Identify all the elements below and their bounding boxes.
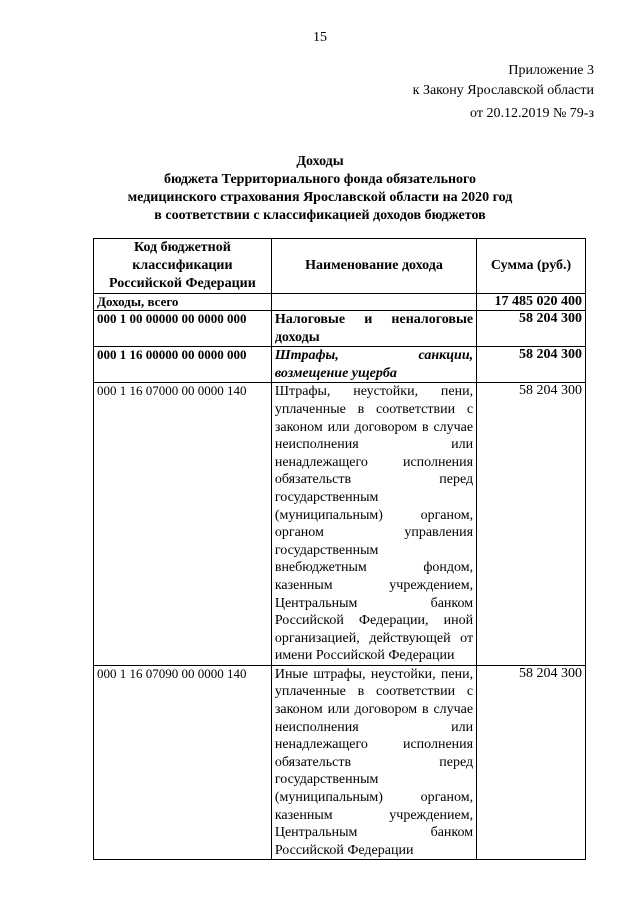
row-amount: 58 204 300 bbox=[477, 311, 586, 347]
row-code: 000 1 16 00000 00 0000 000 bbox=[94, 347, 272, 383]
row-name bbox=[271, 294, 476, 311]
appendix-line-1: Приложение 3 bbox=[508, 63, 594, 78]
row-code: Доходы, всего bbox=[94, 294, 272, 311]
header-name: Наименование дохода bbox=[271, 239, 476, 294]
row-code: 000 1 16 07000 00 0000 140 bbox=[94, 383, 272, 666]
row-code: 000 1 00 00000 00 0000 000 bbox=[94, 311, 272, 347]
appendix-line-3: от 20.12.2019 № 79-з bbox=[470, 106, 594, 121]
table-row bbox=[94, 383, 586, 666]
appendix-line-2: к Закону Ярославской области bbox=[412, 83, 594, 98]
page-number: 15 bbox=[313, 30, 327, 45]
row-name: Иные штрафы, неустойки, пени, уплаченные в соответствии с законом или договором в случае неисполнения или ненадлежащего исполнения обязательств перед государственным (муниципальным) органом, казенным учреждением, Центральным банком Российской Федерации bbox=[271, 665, 476, 860]
row-amount: 58 204 300 bbox=[477, 665, 586, 860]
header-code: Код бюджетной классификации Российской Федерации bbox=[94, 239, 272, 294]
table-row bbox=[94, 294, 586, 311]
header-amount: Сумма (руб.) bbox=[477, 239, 586, 294]
table-row bbox=[94, 311, 586, 347]
title-line-2: бюджета Территориального фонда обязательного bbox=[163, 172, 477, 187]
table-header-row bbox=[94, 239, 586, 294]
document-title bbox=[0, 153, 640, 225]
title-line-4: в соответствии с классификацией доходов бюджетов bbox=[154, 208, 486, 223]
income-table bbox=[93, 238, 586, 860]
row-code: 000 1 16 07090 00 0000 140 bbox=[94, 665, 272, 860]
title-line-3: медицинского страхования Ярославской области на 2020 год bbox=[127, 190, 513, 205]
row-amount: 58 204 300 bbox=[477, 383, 586, 666]
title-line-1: Доходы bbox=[296, 154, 344, 169]
row-name: Налоговые и неналоговые доходы bbox=[271, 311, 476, 347]
row-name: Штрафы, неустойки, пени, уплаченные в соответствии с законом или договором в случае неисполнения или ненадлежащего исполнения обязательств перед государственным (муниципальным) органом, органом управления государственным внебюджетным фондом, казенным учреждением, Центральным банком Российской Федерации, иной организацией, действующей от имени Российской Федерации bbox=[271, 383, 476, 666]
table-row bbox=[94, 665, 586, 860]
row-name: Штрафы, санкции, возмещение ущерба bbox=[271, 347, 476, 383]
table-row bbox=[94, 347, 586, 383]
row-amount: 58 204 300 bbox=[477, 347, 586, 383]
row-amount: 17 485 020 400 bbox=[477, 294, 586, 311]
